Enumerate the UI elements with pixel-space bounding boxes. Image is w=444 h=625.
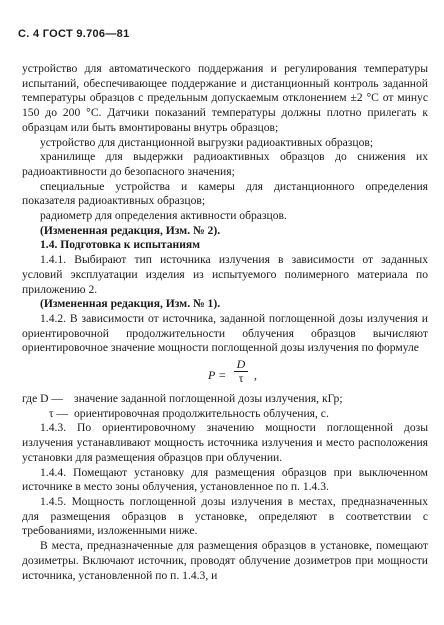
formula-denominator: τ xyxy=(238,371,244,386)
variable-symbol: τ — xyxy=(48,406,68,420)
paragraph: 1.4.4. Помещают установку для размещения образцов при выключенном источнике в место зоны облучения, установленное по п. 1.4.3. xyxy=(22,465,428,494)
variable-description: ориентировочная продолжительность облучения, с. xyxy=(74,406,329,420)
variable-symbol: где D — xyxy=(22,392,63,406)
paragraph: радиометр для определения активности образцов. xyxy=(40,209,287,223)
edit-note: (Измененная редакция, Изм. № 2). xyxy=(40,223,221,237)
page-header: С. 4 ГОСТ 9.706—81 xyxy=(18,28,130,40)
paragraph: 1.4.2. В зависимости от источника, заданной поглощенной дозы излучения и ориентировочной продолжительности облучения образцов вычисляют ориентировочное значение мощности поглощенной дозы излучения по формуле xyxy=(22,311,428,355)
paragraph: хранилище для выдержки радиоактивных образцов до снижения их радиоактивности до безопасного значения; xyxy=(22,150,428,178)
paragraph: устройство для дистанционной выгрузки радиоактивных образцов; xyxy=(40,135,374,149)
formula xyxy=(22,356,428,392)
edit-note: (Измененная редакция, Изм. № 1). xyxy=(40,297,221,311)
variable-definition xyxy=(22,407,428,422)
formula-lhs: P = xyxy=(208,368,227,383)
paragraph: В места, предназначенные для размещения образцов в установке, помещают дозиметры. Включают источник, проводят облучение дозиметров при мощности источника, установленной по п. 1.4.3, и xyxy=(22,539,428,582)
document-body xyxy=(22,62,428,583)
paragraph: 1.4.5. Мощность поглощенной дозы излучения в местах, предназначенных для размещения образцов в установке, определяют в соответствии с требованиями, изложенными ниже. xyxy=(22,494,428,538)
paragraph: устройство для автоматического поддержания и регулирования температуры испытаний, обеспечивающее поддержание и дистанционный контроль заданной температуры образцов с предельным допускаемым отклонением ±2 °С от минус 150 до 200 °С. Датчики показаний температуры должны плотно прилегать к образцам или быть вмонтированы внутрь образцов; xyxy=(22,62,428,134)
section-heading: 1.4. Подготовка к испытаниям xyxy=(40,238,201,252)
paragraph: 1.4.3. По ориентировочному значению мощности поглощенной дозы излучения устанавливают мощность источника излучения и место расположения установки для размещения образцов при облучении. xyxy=(22,421,428,464)
paragraph: 1.4.1. Выбирают тип источника излучения в зависимости от заданных условий эксплуатации изделия из испытуемого полимерного материала по приложению 2. xyxy=(22,253,428,296)
formula-tail: , xyxy=(254,368,257,383)
formula-fraction xyxy=(234,358,248,385)
paragraph: специальные устройства и камеры для дистанционного определения показателя радиоактивных образцов; xyxy=(22,179,428,208)
variable-definition xyxy=(22,392,428,407)
formula-numerator: D xyxy=(234,358,248,372)
variable-description: значение заданной поглощенной дозы излучения, кГр; xyxy=(74,392,343,406)
